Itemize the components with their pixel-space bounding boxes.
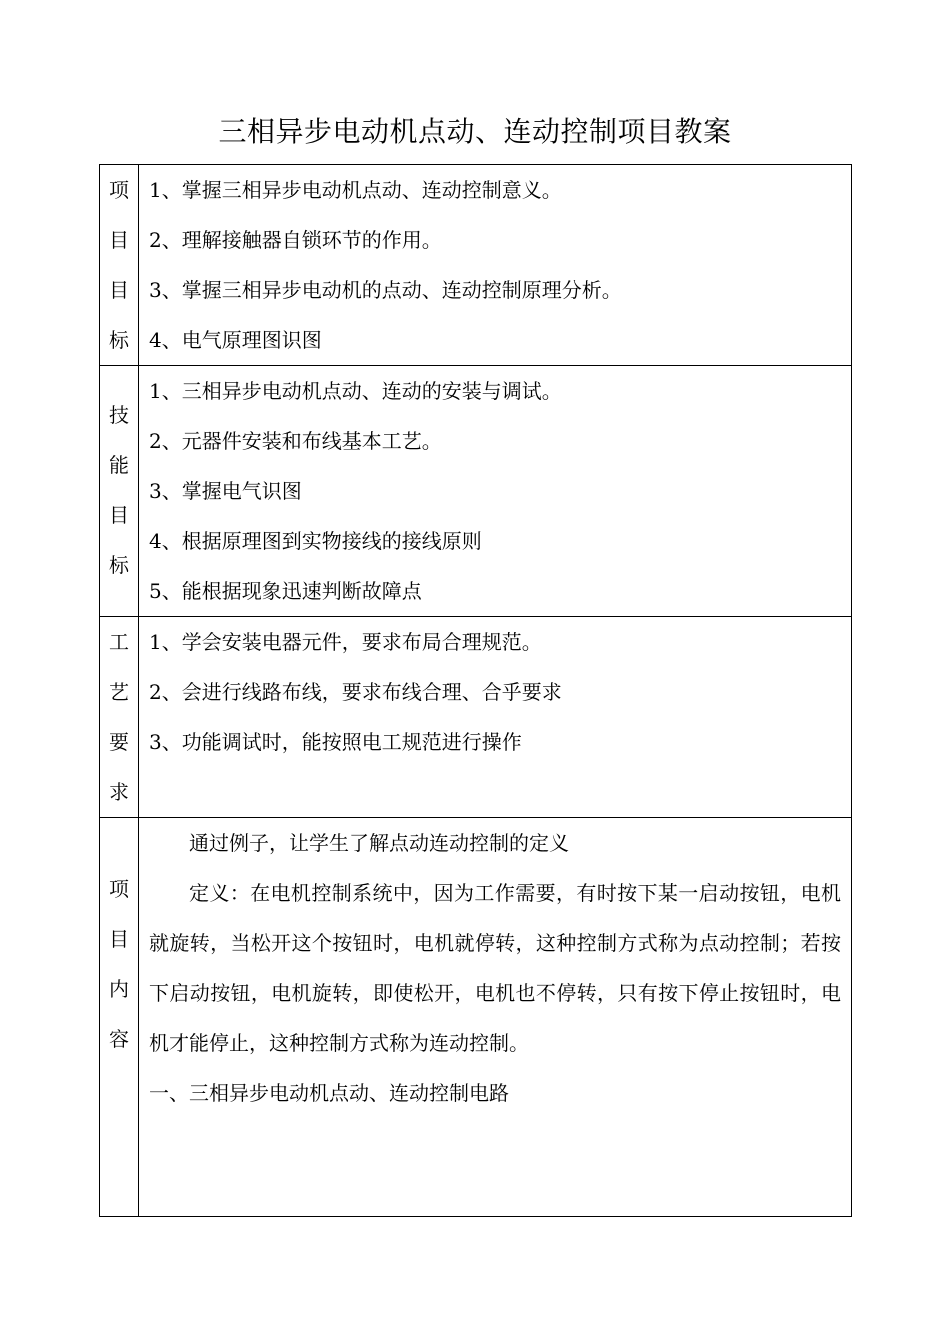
label-char: 内 (109, 977, 129, 1001)
row-label-skill-goals (100, 366, 139, 617)
list-item: 4、根据原理图到实物接线的接线原则 (149, 529, 482, 553)
label-char: 工 (109, 630, 129, 654)
label-char: 技 (109, 403, 129, 427)
list-item: 1、掌握三相异步电动机点动、连动控制意义。 (149, 178, 562, 202)
list-item: 3、掌握三相异步电动机的点动、连动控制原理分析。 (149, 278, 622, 302)
section-heading: 一、三相异步电动机点动、连动控制电路 (149, 1081, 509, 1105)
label-char: 标 (109, 553, 129, 577)
label-char: 艺 (109, 680, 129, 704)
row-label-project-goals (100, 165, 139, 366)
label-char: 目 (109, 927, 129, 951)
label-char: 目 (109, 228, 129, 252)
row-label-craft-requirements (100, 617, 139, 818)
table-row-project-content (100, 818, 852, 1217)
definition-paragraph: 定义：在电机控制系统中，因为工作需要，有时按下某一启动按钮，电机就旋转，当松开这个按钮时，电机就停转，这种控制方式称为点动控制；若按下启动按钮，电机旋转，即使松开，电机也不停转，只有按下停止按钮时，电机才能停止，这种控制方式称为连动控制。 (149, 881, 841, 1055)
label-char: 能 (109, 453, 129, 477)
table-row-skill-goals (100, 366, 852, 617)
label-char: 要 (109, 730, 129, 754)
list-item: 3、功能调试时，能按照电工规范进行操作 (149, 730, 522, 754)
skill-goals-content (139, 366, 852, 617)
table-row-craft-requirements (100, 617, 852, 818)
lesson-plan-table (99, 164, 852, 1217)
project-content-body (139, 818, 852, 1217)
table-row-project-goals (100, 165, 852, 366)
intro-paragraph: 通过例子，让学生了解点动连动控制的定义 (189, 831, 569, 855)
label-char: 项 (109, 877, 129, 901)
label-char: 容 (109, 1027, 129, 1051)
page-title: 三相异步电动机点动、连动控制项目教案 (218, 115, 732, 148)
list-item: 4、电气原理图识图 (149, 328, 322, 352)
list-item: 2、理解接触器自锁环节的作用。 (149, 228, 442, 252)
craft-requirements-content (139, 617, 852, 818)
list-item: 5、能根据现象迅速判断故障点 (149, 579, 422, 603)
project-goals-content (139, 165, 852, 366)
list-item: 3、掌握电气识图 (149, 479, 302, 503)
label-char: 标 (109, 328, 129, 352)
row-label-project-content (100, 818, 139, 1217)
label-char: 求 (109, 780, 129, 804)
label-char: 项 (109, 178, 129, 202)
list-item: 1、三相异步电动机点动、连动的安装与调试。 (149, 379, 562, 403)
label-char: 目 (109, 278, 129, 302)
label-char: 目 (109, 503, 129, 527)
list-item: 2、元器件安装和布线基本工艺。 (149, 429, 442, 453)
list-item: 1、学会安装电器元件，要求布局合理规范。 (149, 630, 542, 654)
list-item: 2、会进行线路布线，要求布线合理、合乎要求 (149, 680, 562, 704)
